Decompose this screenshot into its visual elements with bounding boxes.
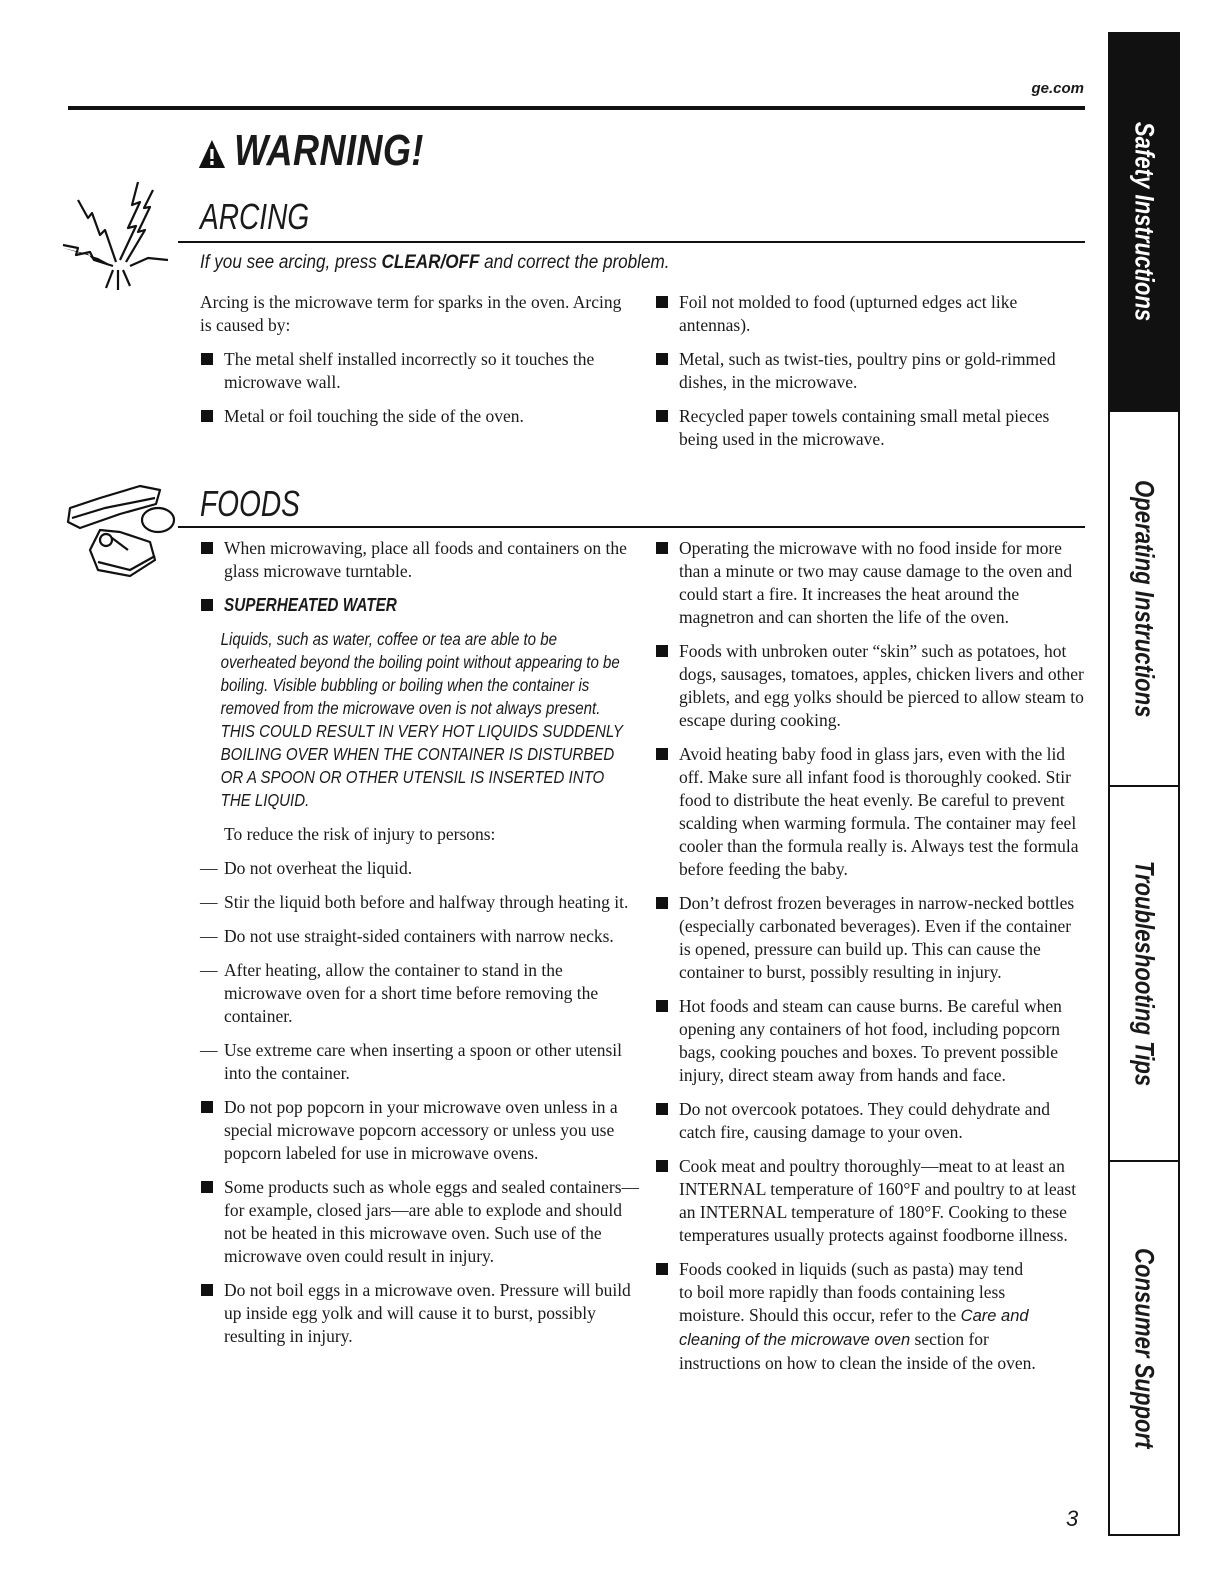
care-section-reference: Care and cleaning of the microwave oven — [679, 1307, 1029, 1349]
tab-label: Safety Instructions — [1129, 122, 1160, 322]
list-item: Foods with unbroken outer “skin” such as potatoes, hot dogs, sausages, tomatoes, apples, chicken livers and other giblets, and egg yolks should be pierced to allow steam to escape during cooking. — [655, 640, 1085, 732]
tab-troubleshooting-tips[interactable] — [1108, 785, 1180, 1162]
page-number: 3 — [1066, 1506, 1079, 1531]
dash-mark: — — [200, 1040, 218, 1060]
tab-consumer-support[interactable] — [1108, 1160, 1180, 1536]
warning-text: WARNING! — [234, 126, 424, 175]
dash-mark: — — [200, 960, 218, 980]
subtitle-text: If you see arcing, press — [200, 252, 382, 273]
dash-mark: — — [200, 892, 218, 912]
list-item: Do not overcook potatoes. They could dehydrate and catch fire, causing damage to your oven. — [655, 1098, 1085, 1144]
list-item: The metal shelf installed incorrectly so it touches the microwave wall. — [200, 348, 635, 394]
tab-safety-instructions[interactable] — [1108, 32, 1180, 412]
list-item: Do not pop popcorn in your microwave oven unless in a special microwave popcorn accessory or unless you use popcorn labeled for use in microwave ovens. — [200, 1096, 640, 1165]
foods-rule — [178, 526, 1085, 528]
list-item: Do not boil eggs in a microwave oven. Pressure will build up inside egg yolk and will cause it to burst, possibly resulting in injury. — [200, 1279, 640, 1348]
dash-item — [200, 959, 640, 1028]
arcing-left-column — [200, 291, 635, 439]
item-text: section for instructions on how to clean the inside of the oven. — [679, 1329, 1036, 1373]
tab-label: Troubleshooting Tips — [1129, 860, 1160, 1087]
dash-text: Stir the liquid both before and halfway through heating it. — [224, 892, 629, 912]
tab-label: Operating Instructions — [1129, 479, 1160, 718]
site-url: ge.com — [1031, 80, 1084, 97]
dash-text: Do not use straight-sided containers with narrow necks. — [224, 926, 614, 946]
top-rule — [68, 106, 1085, 110]
superheated-water-item — [200, 594, 640, 617]
tab-label: Consumer Support — [1129, 1247, 1160, 1449]
reduce-risk-intro: To reduce the risk of injury to persons: — [224, 824, 496, 844]
clear-off-key-label: CLEAR/OFF — [381, 252, 480, 273]
dash-text: Do not overheat the liquid. — [224, 858, 413, 878]
dash-text: After heating, allow the container to stand in the microwave oven for a short time before removing the container. — [224, 960, 599, 1026]
list-item: Metal or foil touching the side of the oven. — [200, 405, 635, 428]
list-item: When microwaving, place all foods and containers on the glass microwave turntable. — [200, 537, 640, 583]
arcing-rule — [178, 241, 1085, 243]
dash-item — [200, 891, 640, 914]
subtitle-text: and correct the problem. — [479, 252, 670, 273]
list-item: Metal, such as twist-ties, poultry pins or gold-rimmed dishes, in the microwave. — [655, 348, 1065, 394]
dash-item — [200, 1039, 640, 1085]
arcing-heading: ARCING — [200, 196, 310, 237]
arcing-subtitle — [200, 252, 669, 274]
arcing-right-column — [655, 291, 1065, 462]
dash-item — [200, 925, 640, 948]
list-item: Hot foods and steam can cause burns. Be careful when opening any containers of hot food, including popcorn bags, cooking pouches and boxes. To prevent possible injury, direct steam away from hands and face. — [655, 995, 1085, 1087]
arcing-sparks-icon — [58, 180, 183, 295]
list-item — [655, 1258, 1039, 1375]
superheated-water-title: SUPERHEATED WATER — [224, 595, 397, 615]
list-item: Cook meat and poultry thoroughly—meat to at least an INTERNAL temperature of 160°F and poultry to at least an INTERNAL temperature of 180°F. Cooking to these temperatures usually protects against foodborne illness. — [655, 1155, 1085, 1247]
foods-illustration-icon — [60, 480, 180, 580]
dash-item — [200, 857, 640, 880]
list-item: Avoid heating baby food in glass jars, even with the lid off. Make sure all infant food is thoroughly cooked. Stir food to distribute the heat evenly. Be careful to prevent scalding when warming formula. The container may feel cooler than the formula really is. Always test the formula before feeding the baby. — [655, 743, 1085, 881]
list-item: Foil not molded to food (upturned edges act like antennas). — [655, 291, 1065, 337]
list-item: Some products such as whole eggs and sealed containers—for example, closed jars—are able to explode and should not be heated in this microwave oven. Such use of the microwave oven could result in injury. — [200, 1176, 640, 1268]
item-text: Foods cooked in liquids (such as pasta) may tend to boil more rapidly than foods containing less moisture. Should this occur, refer to the — [679, 1259, 1024, 1325]
superheated-water-body: Liquids, such as water, coffee or tea are able to be overheated beyond the boiling point without appearing to be boiling. Visible bubbling or boiling when the container is removed from the microwave oven is not always present. THIS COULD RESULT IN VERY HOT LIQUIDS SUDDENLY BOILING OVER WHEN THE CONTAINER IS DISTURBED OR A SPOON OR OTHER UTENSIL IS INSERTED INTO THE LIQUID. — [220, 629, 623, 810]
dash-text: Use extreme care when inserting a spoon or other utensil into the container. — [224, 1040, 622, 1083]
dash-mark: — — [200, 858, 218, 878]
list-item: Operating the microwave with no food inside for more than a minute or two may cause damage to the oven and could start a fire. It increases the heat around the magnetron and can shorten the life of the oven. — [655, 537, 1085, 629]
warning-triangle-icon — [198, 139, 226, 169]
foods-right-column — [655, 537, 1085, 1386]
arcing-intro: Arcing is the microwave term for sparks in the oven. Arcing is caused by: — [200, 292, 622, 335]
list-item: Recycled paper towels containing small metal pieces being used in the microwave. — [655, 405, 1065, 451]
foods-heading: FOODS — [200, 483, 300, 524]
tab-operating-instructions[interactable] — [1108, 410, 1180, 787]
list-item: Don’t defrost frozen beverages in narrow-necked bottles (especially carbonated beverages). Even if the container is opened, pressure can build up. This can cause the container to burst, possibly resulting in injury. — [655, 892, 1085, 984]
dash-mark: — — [200, 926, 218, 946]
foods-left-column — [200, 537, 640, 1359]
warning-heading — [198, 126, 424, 176]
